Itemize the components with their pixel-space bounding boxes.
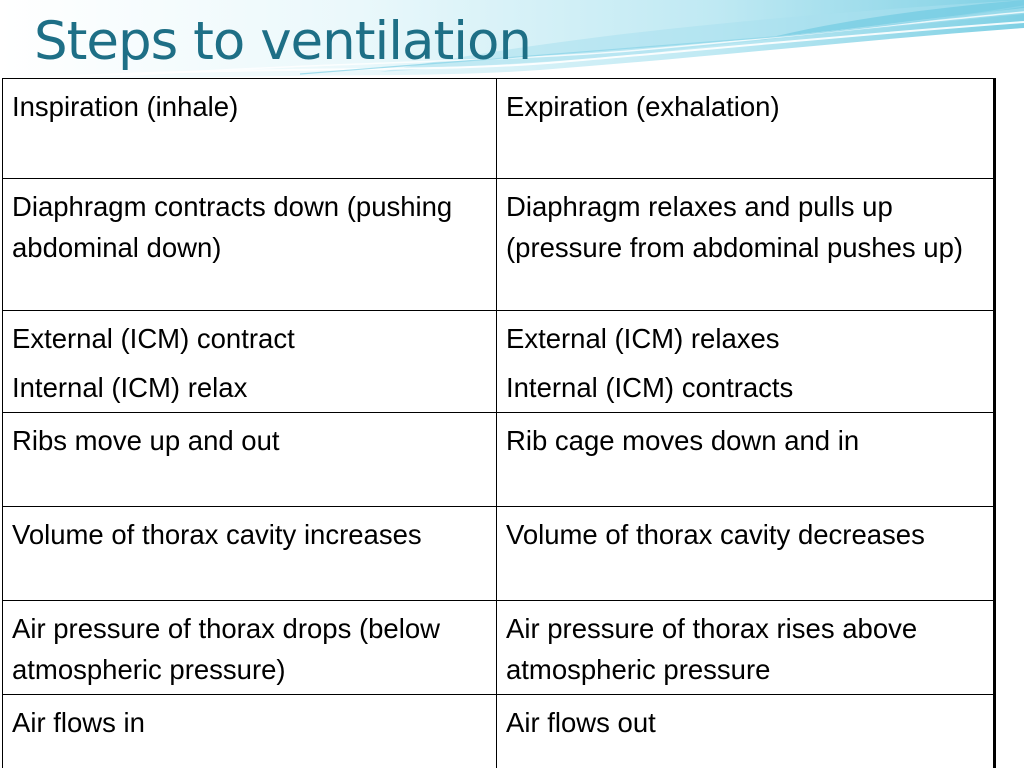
ventilation-comparison-table: [2, 78, 996, 768]
cell-text: Air flows in: [12, 707, 145, 738]
comparison-table-container: [2, 78, 994, 768]
header-cell-inspiration: [3, 79, 497, 179]
slide-title: Steps to ventilation: [34, 11, 531, 72]
header-cell-expiration: [497, 79, 995, 179]
table-row: [3, 601, 995, 695]
inspiration-cell: [3, 413, 497, 507]
cell-text: Ribs move up and out: [12, 425, 280, 456]
header-inspiration-text: Inspiration (inhale): [12, 91, 239, 122]
inspiration-cell: [3, 695, 497, 768]
expiration-cell: [497, 695, 995, 768]
inspiration-cell: [3, 601, 497, 695]
expiration-cell: [497, 601, 995, 695]
cell-text: Air flows out: [506, 707, 656, 738]
cell-text: Internal (ICM) relax: [12, 372, 248, 403]
expiration-cell: [497, 413, 995, 507]
inspiration-cell: [3, 311, 497, 413]
cell-text: Rib cage moves down and in: [506, 425, 860, 456]
cell-text: Diaphragm relaxes and pulls up (pressure from abdominal pushes up): [506, 191, 964, 263]
table-row: [3, 413, 995, 507]
cell-text: Volume of thorax cavity increases: [12, 519, 422, 550]
expiration-cell: [497, 507, 995, 601]
header-expiration-text: Expiration (exhalation): [506, 91, 780, 122]
cell-text: Internal (ICM) contracts: [506, 372, 794, 403]
inspiration-cell: [3, 507, 497, 601]
inspiration-cell: [3, 179, 497, 311]
table-row: [3, 507, 995, 601]
table-row: [3, 179, 995, 311]
cell-text: Diaphragm contracts down (pushing abdominal down): [12, 191, 453, 263]
expiration-cell: [497, 179, 995, 311]
cell-text: Volume of thorax cavity decreases: [506, 519, 925, 550]
cell-text: External (ICM) contract: [12, 323, 295, 354]
expiration-cell: [497, 311, 995, 413]
cell-text: Air pressure of thorax rises above atmospheric pressure: [506, 613, 918, 685]
table-row: [3, 311, 995, 413]
cell-text: External (ICM) relaxes: [506, 323, 780, 354]
cell-text: Air pressure of thorax drops (below atmospheric pressure): [12, 613, 440, 685]
table-row: [3, 695, 995, 768]
table-header-row: [3, 79, 995, 179]
